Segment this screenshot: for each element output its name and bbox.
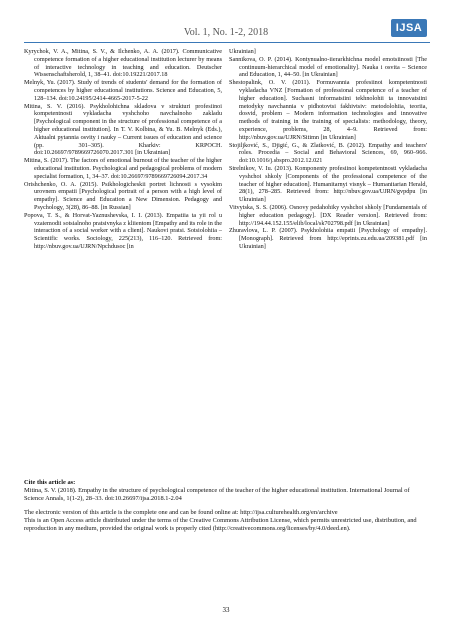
cite-heading: Cite this article as: (24, 479, 76, 486)
header-divider (24, 42, 430, 43)
citation-block (24, 479, 430, 533)
electronic-version-note: The electronic version of this article is the complete one and can be found online at: http://ijsa.culturehealth.org/en/archive (24, 509, 338, 516)
license-note: This is an Open Access article distributed under the terms of the Creative Commons Attribution License, which permits unrestricted use, distribution, and reproduction in any medium, provided the original work is properly cited (http://creativecommons.org/licenses/by/4.0/deed.en). (24, 517, 417, 532)
journal-logo: IJSA (391, 19, 427, 37)
reference-item: Strelnikov, V. Iu. (2013). Komponenty profesiinoi kompetentnosti vykladacha vyshchoi shkoly [Components of the professional competence of the teacher of higher education]. Humanitarnyi visnyk – Humanitarian Herald, 28(1), 278–285. Retrieved from: http://nbuv.gov.ua/UJRN/gvpdpu [in Ukrainian] (229, 164, 427, 204)
volume-label: Vol. 1, No. 1-2, 2018 (183, 27, 269, 38)
reference-item: Orishchenko, O. A. (2015). Psikhologicheskii portret lichnosti s vysokim urovnem empatii [Psychological portrait of a person with a high level of empathy]. Science and Education a New Dimension. Pedagogy and Psychology, 3(28), 86–88. [in Russian] (24, 180, 222, 211)
cite-text: Mitina, S. V. (2018). Empathy in the structure of psychological competence of the teacher of the higher educational institution. International Journal of Science Annals, 1(1-2), 28–33. doi:10.26697/ijsa.2018.1-2.04 (24, 487, 410, 502)
reference-item: Ukrainian] (229, 48, 256, 55)
reference-item: Popova, T. S., & Horvat-Yaznushevska, I. I. (2013). Empatiia ta yii rol u vzaiemodii sotsialnoho pratsivnyka z kliientom [Empathy and its role in the interaction of a social worker with a client]. Naukovi pratsi. Sotsiolohiia – Scientific works. Sociology, 225(213), 116–120. Retrieved from: http://nbuv.gov.ua/UJRN/Npchdusoc [in (24, 211, 222, 250)
reference-item: Shestopalink, O. V. (2011). Formuvannia profesiinoi kompetentnosti vykladacha VNZ [Formation of professional competence of a teacher of higher education]. Suchasni informatsiini tekhnolohii ta innovatsiini metodyky navchannia v pidhotovtsi fakhivtsiv: metodolohiia, teoriia, dosvid, problem – Modern information technologies and innovative methods of training in the training of specialists: methodology, theory, experience, problems, 28, 4–9. Retrieved from: http://nbuv.gov.ua/UJRN/Sitimn [in Ukrainian] (229, 79, 427, 141)
reference-item: Mitina, S. V. (2016). Psykholohichna skladova v strukturi profesiinoi kompetentnosti vykladacha vyshchoho navchalnoho zakladu [Psychological component in the structure of professional competence of a higher educational institution]. In T. V. Kolbina, & Yu. B. Melnyk (Eds.), Aktualni pytannia osvity i nauky – Current issues of education and science (pp. 301–305). Kharkiv: KRPOCH. doi:10.26697/9789669726070.2017.301 [in Ukrainian] (24, 102, 222, 157)
reference-item: Stojiljković, S., Djigić, G., & Zlatković, B. (2012). Empathy and teachers' roles. Procedia – Social and Behavioral Sciences, 69, 960–966. doi:10.1016/j.sbspro.2012.12.021 (229, 141, 427, 165)
reference-item: Melnyk, Yu. (2017). Study of trends of students' demand for the formation of competences by higher educational institutions. Science and Education, 5, 128–134. doi:10.24195/2414-4665-2017-5-22 (24, 79, 222, 102)
reference-item: Kyrychok, V. A., Mitina, S. V., & Ilchenko, A. A. (2017). Communicative competence formation of a higher educational institution lecturer by means of interactive technology in teaching and education. Deutscher Wissenschaftsherold, 1, 38–41. doi:10.19221/2017.18 (24, 48, 222, 79)
references-right-column (229, 48, 427, 251)
reference-item: Sannikova, O. P. (2014). Kontynualno-iierarkhichna model emotsiinosti [The continuum-hierarchical model of emotionality]. Nauka i osvita – Science and Education, 1, 44–50. [in Ukrainian] (229, 55, 427, 79)
reference-item: Vitvytska, S. S. (2006). Osnovy pedahohiky vyshchoi shkoly [Fundamentals of higher education pedagogy]. [DX Reader version]. Retrieved from: http://194.44.152.155/elib/local/sk702798.pdf [in Ukrainian] (229, 203, 427, 227)
reference-item: Zhuravlova, L. P. (2007). Psykholohiia empatii [Psychology of empathy]. [Monograph]. Retrieved from http://eprints.zu.edu.ua/209381.pdf [in Ukrainian] (229, 227, 427, 250)
page-number: 33 (222, 606, 230, 614)
reference-item: Mitina, S. (2017). The factors of emotional burnout of the teacher of the higher educational institution. Psychological and pedagogical problems of modern specialist formation, 1, 34–37. doi:10.26697/9789669726094.2017.34 (24, 157, 222, 180)
references-left-column (24, 48, 222, 251)
